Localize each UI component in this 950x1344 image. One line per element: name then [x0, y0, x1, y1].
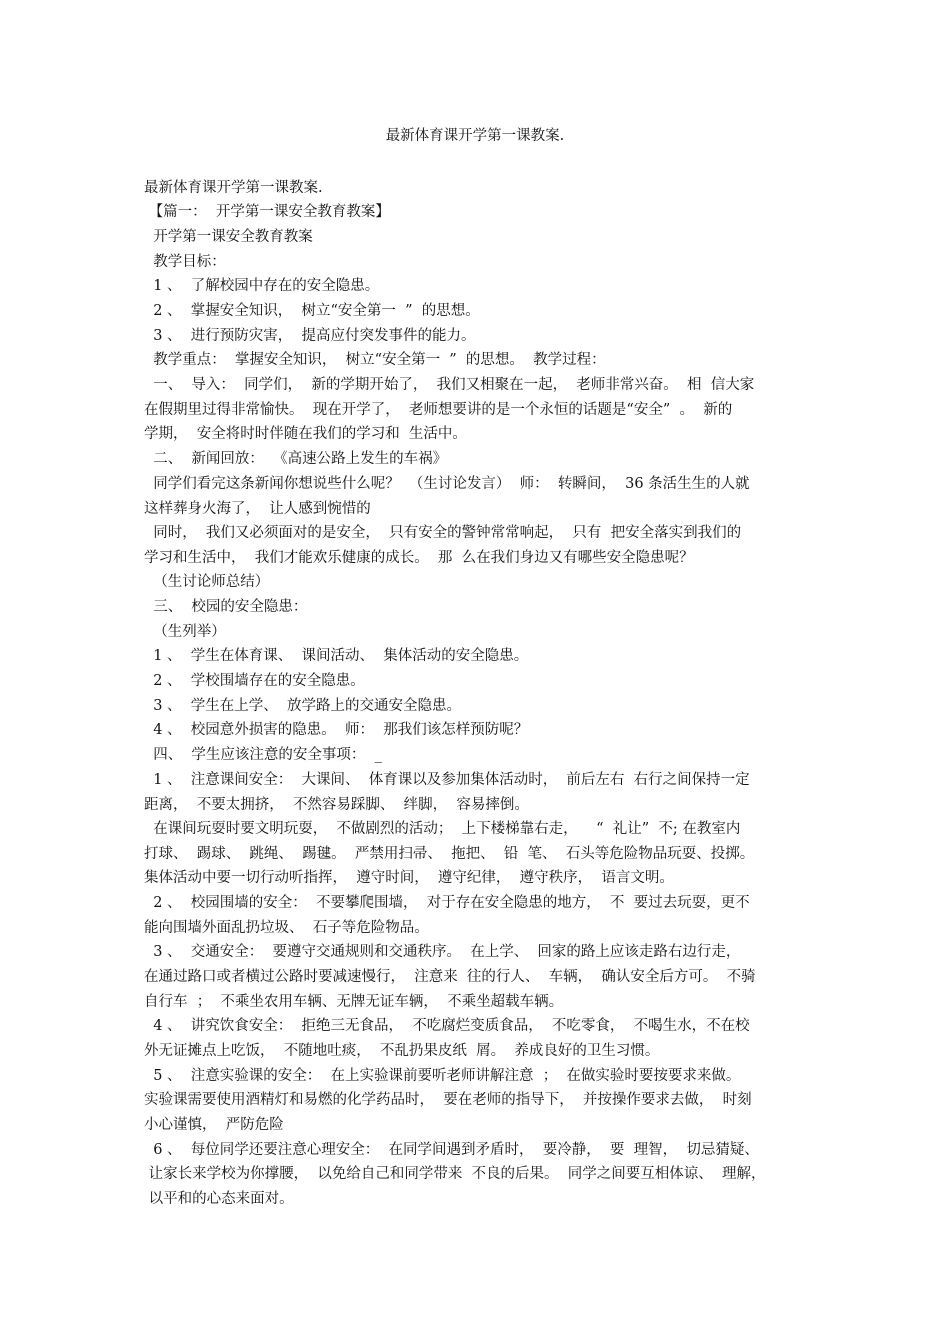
body-line: 学习和生活中， 我们才能欢乐健康的成长。 那 么在我们身边又有哪些安全隐患呢？ [144, 550, 694, 566]
body-line: 2 、 学校围墙存在的安全隐患。 [144, 673, 365, 689]
body-line: 在通过路口或者横过公路时要减速慢行， 注意来 往的行人、 车辆， 确认安全后方可。 不骑 [144, 969, 756, 985]
body-line: 5 、 注意实验课的安全： 在上实验课前要听老师讲解注意 ； 在做实验时要按要求来做。 [144, 1068, 741, 1084]
body-line: 3 、 进行预防灾害， 提高应付突发事件的能力。 [144, 328, 476, 344]
body-line: 3 、 学生在上学、 放学路上的交通安全隐患。 [144, 698, 461, 714]
body-line: 以平和的心态来面对。 [144, 1191, 294, 1207]
body-line: 教学目标： [144, 254, 226, 270]
body-line: 4 、 校园意外损害的隐患。 师： 那我们该怎样预防呢？ [144, 722, 529, 738]
body-line: 1 、 了解校园中存在的安全隐患。 [144, 278, 380, 294]
body-line: 三、 校园的安全隐患： [144, 599, 308, 615]
body-line: 1 、 注意课间安全： 大课间、 体育课以及参加集体活动时， 前后左右 右行之间保持一定 [144, 772, 750, 788]
document-title: 最新体育课开学第一课教案. [385, 128, 565, 144]
body-line: 小心谨慎， 严防危险 [144, 1117, 284, 1133]
body-line: 自行车 ； 不乘坐农用车辆、无牌无证车辆， 不乘坐超载车辆。 [144, 994, 564, 1010]
body-line: 6 、 每位同学还要注意心理安全： 在同学间遇到矛盾时， 要冷静， 要 理智， 切忌猜疑、 [144, 1142, 759, 1158]
body-line: 能向围墙外面乱扔垃圾、 石子等危险物品。 [144, 920, 429, 936]
body-line: 实验课需要使用酒精灯和易燃的化学药品时， 要在老师的指导下， 并按操作要求去做， 时刻 [144, 1092, 752, 1108]
body-line: 四、 学生应该注意的安全事项： _ [144, 747, 382, 763]
body-line: 2 、 校园围墙的安全： 不要攀爬围墙， 对于存在安全隐患的地方， 不 要过去玩耍，更不 [144, 895, 750, 911]
body-line: 4 、 讲究饮食安全： 拒绝三无食品， 不吃腐烂变质食品， 不吃零食， 不喝生水，不在校 [144, 1018, 750, 1034]
body-line: （生讨论师总结） [144, 574, 270, 590]
body-line: 教学重点： 掌握安全知识， 树立“安全第一 ” 的思想。 教学过程： [144, 352, 606, 368]
body-line: 外无证摊点上吃饭， 不随地吐痰， 不乱扔果皮纸 屑。 养成良好的卫生习惯。 [144, 1043, 660, 1059]
body-line: 2 、 掌握安全知识， 树立“安全第一 ” 的思想。 [144, 303, 480, 319]
body-line: 二、 新闻回放： 《高速公路上发生的车祸》 [144, 451, 448, 467]
body-line: 集体活动中要一切行动听指挥， 遵守时间， 遵守纪律， 遵守秩序， 语言文明。 [144, 870, 674, 886]
body-line: 开学第一课安全教育教案 [144, 229, 313, 245]
body-line: 同时， 我们又必须面对的是安全， 只有安全的警钟常常响起， 只有 把安全落实到我们的 [144, 525, 742, 541]
body-line: 距离， 不要太拥挤， 不然容易踩脚、 绊脚， 容易摔倒。 [144, 797, 529, 813]
body-line: 在课间玩耍时要文明玩耍， 不做剧烈的活动； 上下楼梯靠右走， “ 礼让” 不; 在教室内 [144, 821, 741, 837]
body-line: 最新体育课开学第一课教案. [144, 180, 323, 196]
body-line: （生列举） [144, 624, 226, 640]
body-line: 一、 导入： 同学们， 新的学期开始了， 我们又相聚在一起， 老师非常兴奋。 相 信大家 [144, 377, 755, 393]
body-line: 这样葬身火海了， 让人感到惋惜的 [144, 501, 371, 517]
body-line: 打球、 踢球、 跳绳、 踢毽。 严禁用扫帚、 拖把、 铅 笔、 石头等危险物品玩耍、投掷。 [144, 846, 755, 862]
body-line: 让家长来学校为你撑腰， 以免给自己和同学带来 不良的后果。 同学之间要互相体谅、 理解， [144, 1166, 766, 1182]
body-line: 学期， 安全将时时伴随在我们的学习和 生活中。 [144, 426, 467, 442]
body-line: 3 、 交通安全： 要遵守交通规则和交通秩序。 在上学、 回家的路上应该走路右边行走， [144, 944, 741, 960]
body-line: 1 、 学生在体育课、 课间活动、 集体活动的安全隐患。 [144, 648, 529, 664]
body-line: 同学们看完这条新闻你想说些什么呢？ （生讨论发言） 师： 转瞬间， 36 条活生生的人就 [144, 476, 750, 492]
body-line: 【篇一： 开学第一课安全教育教案】 [144, 204, 390, 220]
body-line: 在假期里过得非常愉快。 现在开学了， 老师想要讲的是一个永恒的话题是“安全” 。 新的 [144, 402, 733, 418]
